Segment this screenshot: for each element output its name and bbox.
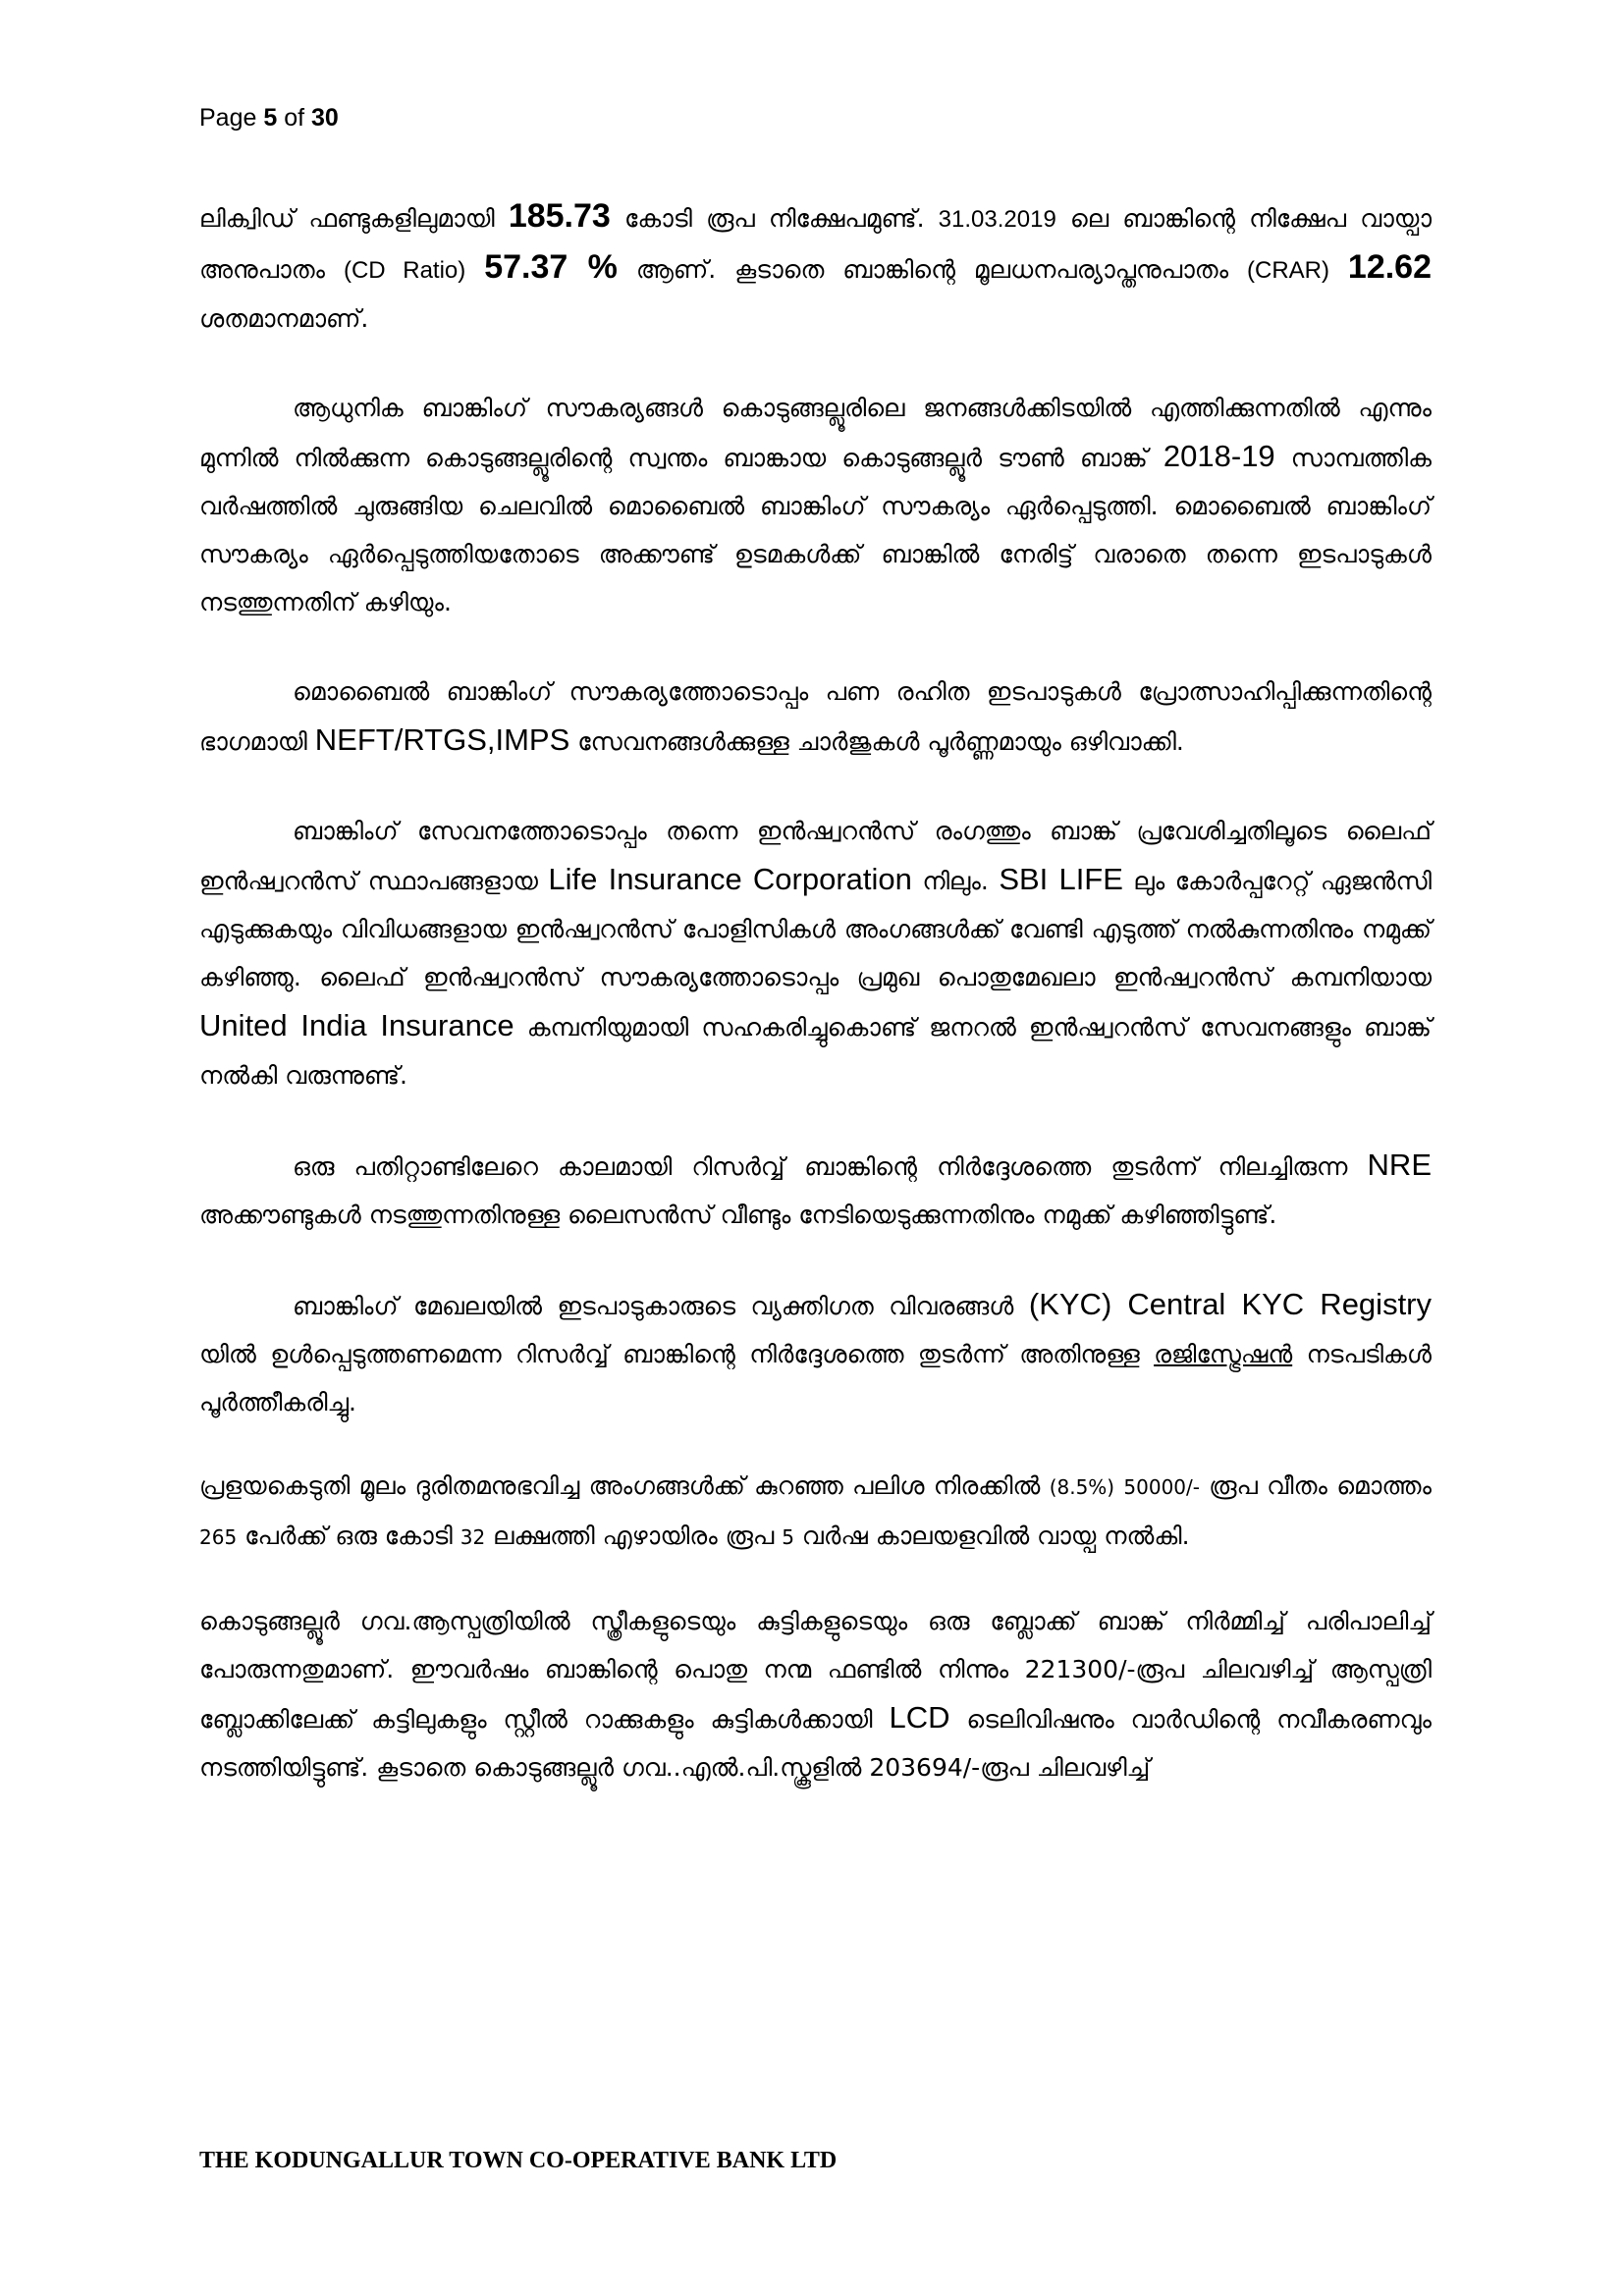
- text-span: കമ്പനിയുമായി സഹകരിച്ചുകൊണ്ട് ജനറൽ ഇൻഷ്വറൻസ് സേവനങ്ങളും ബാങ്ക് നൽകി വരുന്നുണ്ട്.: [199, 1013, 1432, 1090]
- document-body: [199, 192, 1432, 1791]
- paragraph-mobile-banking: [199, 384, 1432, 626]
- text-span: ബാങ്കിംഗ് മേഖലയിൽ ഇടപാടുകാരുടെ വ്യക്തിഗത വിവരങ്ങൾ: [293, 1292, 1029, 1320]
- text-span: പേർക്ക് ഒരു കോടി: [237, 1522, 460, 1550]
- loan-amount: 50000/-: [1123, 1475, 1200, 1499]
- amount-highlight: 185.73: [508, 197, 611, 235]
- text-span: ലെ ബാങ്കിന്റെ നിക്ഷേപ വായ്പാ അനുപാതം: [199, 204, 1432, 284]
- member-count: 265: [199, 1525, 238, 1549]
- text-span: സേവനങ്ങൾക്കുള്ള ചാർജുകൾ പൂർണ്ണമായും ഒഴിവാക്കി.: [569, 727, 1184, 756]
- page-footer: THE KODUNGALLUR TOWN CO-OPERATIVE BANK LTD: [199, 2148, 838, 2173]
- page-number: 5: [263, 104, 278, 132]
- text-span: ലും കോർപ്പറേറ്റ് ഏജൻസി എടുക്കുകയും വിവിധങ്ങളായ ഇൻഷ്വറൻസ് പോളിസികൾ അംഗങ്ങൾക്ക് വേണ്ടി എടുത്ത് നൽകുന്നതിനും നമുക്ക് കഴിഞ്ഞു. ലൈഫ് ഇൻഷ്വറൻസ് സൗകര്യത്തോടൊപ്പം പ്രമുഖ പൊതുമേഖലാ ഇൻഷ്വറൻസ് കമ്പനിയായ: [199, 867, 1432, 991]
- text-span: ആധുനിക ബാങ്കിംഗ് സൗകര്യങ്ങൾ കൊടുങ്ങല്ലൂരിലെ ജനങ്ങൾക്കിടയിൽ എത്തിക്കുന്നതിൽ എന്നും മുന്നിൽ നിൽക്കുന്ന കൊടുങ്ങല്ലൂരിന്റെ സ്വന്തം ബാങ്കായ കൊടുങ്ങല്ലൂർ ടൗൺ ബാങ്ക്: [199, 394, 1432, 472]
- registration-word: രജിസ്ട്രേഷൻ: [1154, 1340, 1293, 1368]
- loan-years: 5: [782, 1525, 794, 1549]
- text-span: ലിക്വിഡ് ഫണ്ടുകളിലുമായി: [199, 204, 509, 233]
- text-span: ടെലിവിഷനും വാർഡിന്റെ നവീകരണവും നടത്തിയിട്ടുണ്ട്. കൂടാതെ കൊടുങ്ങല്ലൂർ ഗവ..എൽ.പി.സ്കൂളിൽ: [199, 1705, 1433, 1782]
- text-span: ഒരു പതിറ്റാണ്ടിലേറെ കാലമായി റിസർവ്വ് ബാങ്കിന്റെ നിർദ്ദേശത്തെ തുടർന്ന് നിലച്ചിരുന്ന: [293, 1152, 1368, 1181]
- interest-rate: (8.5%): [1049, 1475, 1115, 1499]
- nre-label: NRE: [1367, 1148, 1432, 1182]
- text-span: വർഷ കാലയളവിൽ വായ്പ നൽകി.: [793, 1522, 1190, 1550]
- text-span: കോടി രൂപ നിക്ഷേപമുണ്ട്.: [610, 204, 939, 233]
- text-span: രൂപ വീതം മൊത്തം: [1199, 1471, 1432, 1500]
- crar-value: 12.62: [1347, 248, 1433, 286]
- text-span: സാമ്പത്തിക വർഷത്തിൽ ചുരുങ്ങിയ ചെലവിൽ മൊബൈൽ ബാങ്കിംഗ് സൗകര്യം ഏർപ്പെടുത്തി. മൊബൈൽ ബാങ്കിംഗ് സൗകര്യം ഏർപ്പെടുത്തിയതോടെ അക്കൗണ്ട് ഉടമകൾക്ക് ബാങ്കിൽ നേരിട്ട് വരാതെ തന്നെ ഇടപാടുകൾ നടത്തുന്നതിന് കഴിയും.: [199, 444, 1432, 616]
- text-span: യിൽ ഉൾപ്പെടുത്തണമെന്ന റിസർവ്വ് ബാങ്കിന്റെ നിർദ്ദേശത്തെ തുടർന്ന് അതിനുള്ള: [199, 1340, 1155, 1368]
- text-span: രൂപ ചിലവഴിച്ച്: [980, 1753, 1151, 1782]
- paragraph-kyc: [199, 1280, 1432, 1426]
- text-span: മൊബൈൽ ബാങ്കിംഗ് സൗകര്യത്തോടൊപ്പം പണ രഹിത ഇടപാടുകൾ പ്രോത്സാഹിപ്പിക്കുന്നതിന്റെ ഭാഗമായി: [199, 677, 1432, 756]
- neft-rtgs-imps: NEFT/RTGS,IMPS: [314, 722, 570, 757]
- page-header: [199, 104, 339, 133]
- sbi-life-name: SBI LIFE: [999, 862, 1123, 896]
- lic-name: Life Insurance Corporation: [548, 862, 912, 896]
- text-span: നിലും.: [911, 867, 1000, 895]
- text-span: കൊടുങ്ങല്ലൂർ ഗവ.ആസ്പത്രിയിൽ സ്ത്രീകളുടെയും കുട്ടികളുടെയും ഒരു ബ്ലോക്ക് ബാങ്ക് നിർമ്മിച്ച് പരിപാലിച്ച് പോരുന്നതുമാണ്. ഈവർഷം ബാങ്കിന്റെ പൊതു നന്മ ഫണ്ടിൽ നിന്നും: [199, 1607, 1432, 1683]
- hospital-amount: 221300/-: [1024, 1655, 1136, 1683]
- paragraph-insurance: [199, 807, 1432, 1099]
- cd-ratio-label: (CD Ratio): [343, 257, 466, 284]
- text-span: പ്രളയകെടുതി മൂലം ദുരിതമനുഭവിച്ച അംഗങ്ങൾക്ക് കുറഞ്ഞ പലിശ നിരക്കിൽ: [199, 1471, 1050, 1500]
- paragraph-cashless: [199, 667, 1432, 766]
- paragraph-liquid-funds: [199, 192, 1432, 343]
- page-of: of: [277, 104, 311, 132]
- text-span: അക്കൗണ്ടുകൾ നടത്തുന്നതിനുള്ള ലൈസൻസ് വീണ്ടും നേടിയെടുക്കുന്നതിനും നമുക്ക് കഴിഞ്ഞിട്ടുണ്ട്.: [199, 1201, 1277, 1229]
- date-value: 31.03.2019: [938, 206, 1056, 233]
- text-span: ബാങ്കിംഗ് സേവനത്തോടൊപ്പം തന്നെ ഇൻഷ്വറൻസ് രംഗത്തും ബാങ്ക് പ്രവേശിച്ചതിലൂടെ ലൈഫ് ഇൻഷ്വറൻസ് സ്ഥാപങ്ങളായ: [199, 817, 1432, 895]
- kyc-registry: (KYC) Central KYC Registry: [1028, 1287, 1433, 1321]
- united-india-name: United India Insurance: [199, 1008, 514, 1042]
- page-prefix: Page: [199, 104, 264, 132]
- text-span: നടപടികൾ പൂർത്തീകരിച്ചു.: [199, 1340, 1432, 1416]
- text-span: ആണ്. കൂടാതെ ബാങ്കിന്റെ മൂലധനപര്യാപ്തനുപാതം: [617, 255, 1247, 284]
- school-amount: 203694/-: [869, 1753, 981, 1782]
- text-span: രൂപ ചിലവഴിച്ച് ആസ്പത്രി ബ്ലോക്കിലേക്ക് കട്ടിലുകളും സ്റ്റീൽ റാക്കുകളും കുട്ടികൾക്കായി: [199, 1655, 1432, 1734]
- paragraph-flood-loan: [199, 1462, 1432, 1562]
- financial-year: 2018-19: [1163, 439, 1275, 473]
- text-span: ലക്ഷത്തി എഴായിരം രൂപ: [485, 1522, 783, 1550]
- crar-label: (CRAR): [1247, 257, 1329, 284]
- cd-ratio-value: 57.37 %: [484, 248, 618, 286]
- lcd-label: LCD: [889, 1700, 950, 1735]
- paragraph-hospital: [199, 1597, 1432, 1791]
- text-span: ശതമാനമാണ്.: [199, 304, 369, 333]
- paragraph-nre: [199, 1141, 1432, 1239]
- lakh-value: 32: [460, 1525, 486, 1549]
- page-total: 30: [311, 104, 339, 132]
